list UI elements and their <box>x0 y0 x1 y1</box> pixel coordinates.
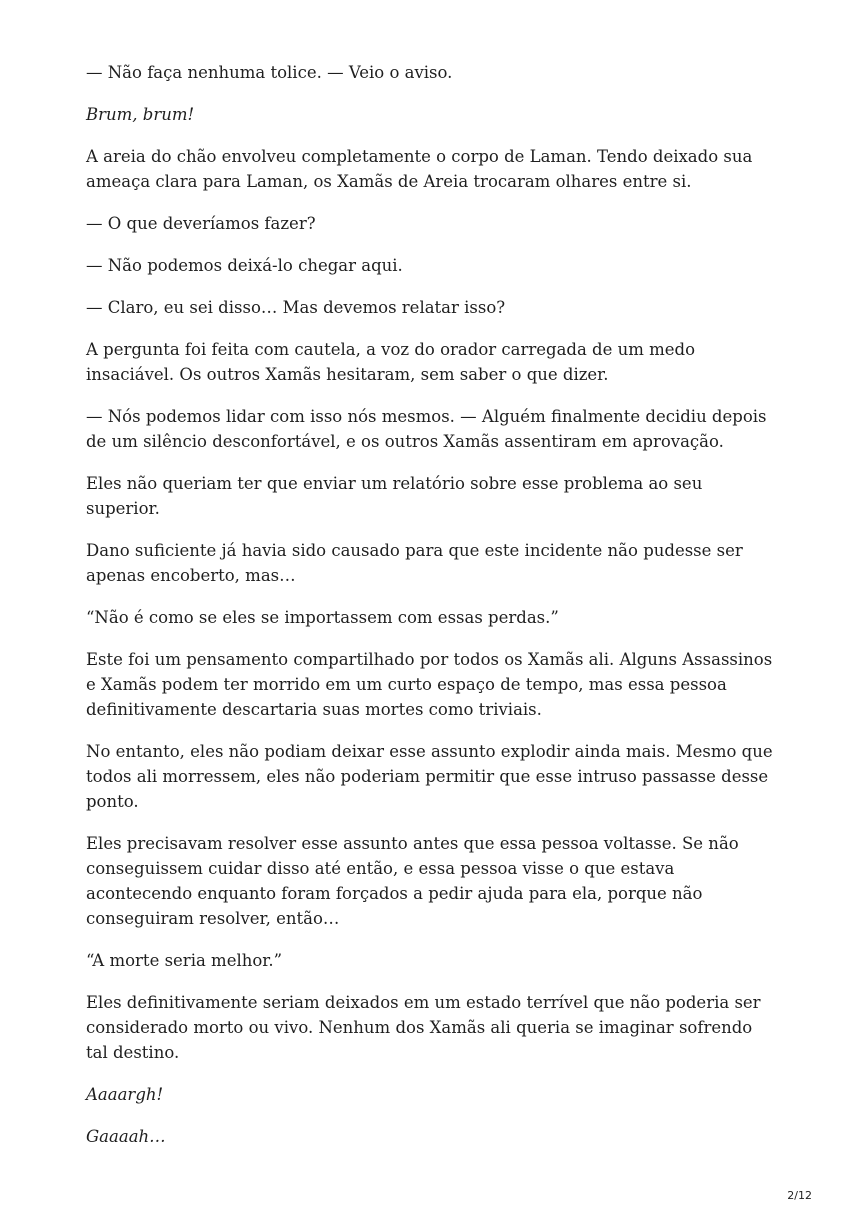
page-number: 2/12 <box>787 1189 812 1202</box>
paragraph: — O que deveríamos fazer? <box>86 214 316 233</box>
paragraph: — Não podemos deixá-lo chegar aqui. <box>86 256 403 275</box>
paragraph: — Nós podemos lidar com isso nós mesmos. — Alguém finalmente decidiu depois de um silêncio desconfortável, e os outros Xamãs assentiram em aprovação. <box>86 407 767 451</box>
paragraph: A pergunta foi feita com cautela, a voz do orador carregada de um medo insaciável. Os outros Xamãs hesitaram, sem saber o que dizer. <box>86 340 696 384</box>
paragraph: Eles precisavam resolver esse assunto antes que essa pessoa voltasse. Se não conseguissem cuidar disso até então, e essa pessoa visse o que estava acontecendo enquanto foram forçados a pedir ajuda para ela, porque não conseguiram resolver, então… <box>86 834 739 928</box>
paragraph: “A morte seria melhor.” <box>86 951 283 970</box>
paragraph: Este foi um pensamento compartilhado por todos os Xamãs ali. Alguns Assassinos e Xamãs podem ter morrido em um curto espaço de tempo, mas essa pessoa definitivamente descartaria suas mortes como triviais. <box>86 650 773 719</box>
document-body <box>86 60 776 1166</box>
paragraph: Aaaargh! <box>86 1085 164 1104</box>
paragraph: Brum, brum! <box>86 105 195 124</box>
paragraph: — Claro, eu sei disso… Mas devemos relatar isso? <box>86 298 506 317</box>
paragraph: A areia do chão envolveu completamente o corpo de Laman. Tendo deixado sua ameaça clara para Laman, os Xamãs de Areia trocaram olhares entre si. <box>86 147 753 191</box>
paragraph: Gaaaah… <box>86 1127 166 1146</box>
paragraph: Eles não queriam ter que enviar um relatório sobre esse problema ao seu superior. <box>86 474 703 518</box>
paragraph: “Não é como se eles se importassem com essas perdas.” <box>86 608 559 627</box>
paragraph: No entanto, eles não podiam deixar esse assunto explodir ainda mais. Mesmo que todos ali morressem, eles não poderiam permitir que esse intruso passasse desse ponto. <box>86 742 773 811</box>
paragraph: Eles definitivamente seriam deixados em um estado terrível que não poderia ser considerado morto ou vivo. Nenhum dos Xamãs ali queria se imaginar sofrendo tal destino. <box>86 993 761 1062</box>
paragraph: Dano suficiente já havia sido causado para que este incidente não pudesse ser apenas encoberto, mas… <box>86 541 743 585</box>
paragraph: — Não faça nenhuma tolice. — Veio o aviso. <box>86 63 453 82</box>
